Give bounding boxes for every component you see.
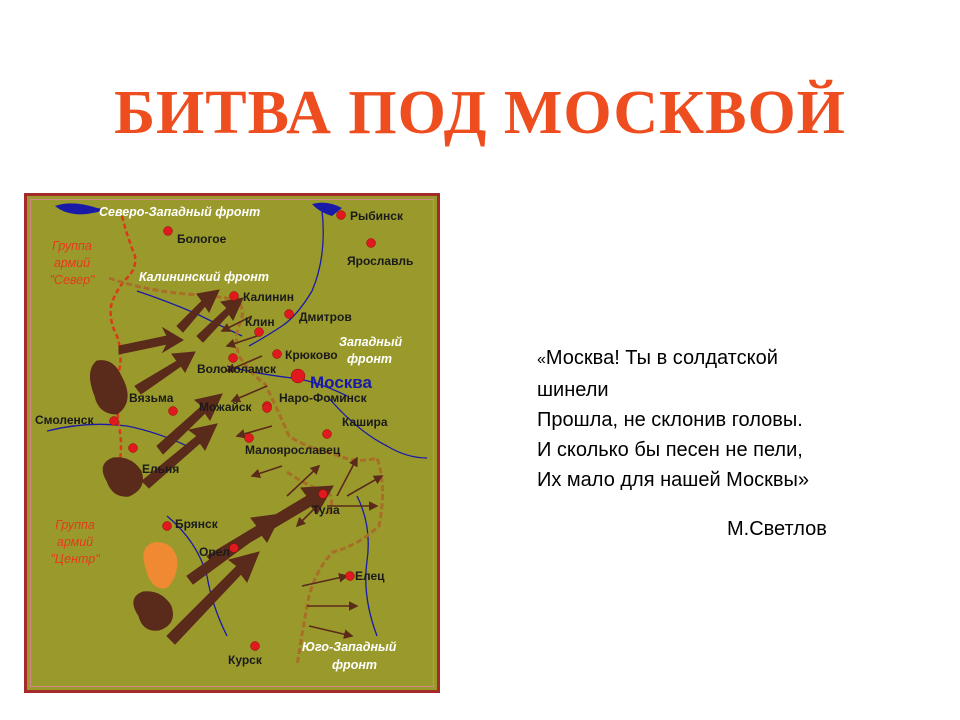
city-marker-dmitrov	[285, 310, 294, 319]
poem-quote	[537, 343, 809, 495]
label-group-north-2: армий	[53, 256, 91, 270]
city-label-elets: Елец	[355, 569, 385, 583]
label-southwest-front-2: фронт	[332, 658, 377, 672]
city-label-moskva: Москва	[310, 373, 372, 392]
label-group-center-2: армий	[56, 535, 94, 549]
city-marker-bologoe	[164, 227, 173, 236]
city-marker-elnya	[129, 444, 138, 453]
german-attack-arrows	[90, 290, 333, 644]
city-marker-kalinin	[230, 292, 239, 301]
city-marker-maloyaroslavets	[245, 434, 254, 443]
slide-title: БИТВА ПОД МОСКВОЙ	[114, 79, 846, 147]
river-don	[357, 496, 377, 636]
city-label-klin: Клин	[245, 315, 275, 329]
label-group-north-1: Группа	[52, 239, 92, 253]
label-group-center-3: "Центр"	[50, 552, 100, 566]
city-label-dmitrov: Дмитров	[299, 310, 352, 324]
city-marker-orel	[230, 544, 239, 553]
city-label-kursk: Курск	[228, 653, 262, 667]
city-label-naro-fominsk: Наро-Фоминск	[279, 391, 367, 405]
quote-line-1	[537, 343, 809, 375]
city-label-maloyaroslavets: Малоярославец	[245, 443, 341, 457]
quote-line-2: шинели	[537, 379, 609, 401]
city-label-orel: Орел	[199, 545, 230, 559]
city-label-bryansk: Брянск	[175, 517, 218, 531]
city-label-volokolamsk: Волоколамск	[197, 362, 277, 376]
city-label-rybinsk: Рыбинск	[350, 209, 403, 223]
city-label-kryukovo: Крюково	[285, 348, 338, 362]
lake-shape	[55, 203, 103, 214]
front-line-red	[111, 216, 136, 466]
quote-line-1-text: Москва! Ты в солдатской	[545, 347, 778, 369]
city-marker-tula	[319, 490, 328, 499]
city-marker-bryansk	[163, 522, 172, 531]
label-group-center-1: Группа	[55, 518, 95, 532]
battle-map	[24, 193, 440, 693]
city-marker-kursk	[251, 642, 260, 651]
city-marker-smolensk	[110, 417, 119, 426]
label-western-front-2: фронт	[347, 352, 392, 366]
city-marker-rybinsk	[337, 211, 346, 220]
label-southwest-front-1: Юго-Западный	[302, 640, 397, 654]
city-marker-elets	[346, 572, 355, 581]
city-label-yaroslavl: Ярославль	[347, 254, 414, 268]
city-marker-kryukovo	[273, 350, 282, 359]
city-label-bologoe: Бологое	[177, 232, 227, 246]
quote-open-mark: «	[537, 351, 546, 368]
city-marker-moskva	[291, 369, 305, 383]
city-label-elnya: Ельня	[142, 462, 180, 476]
city-label-kashira: Кашира	[342, 415, 388, 429]
city-label-kalinin: Калинин	[243, 290, 295, 304]
quote-line-5: Их мало для нашей Москвы»	[537, 469, 810, 491]
city-marker-yaroslavl	[367, 239, 376, 248]
quote-line-4: И сколько бы песен не пели,	[537, 439, 803, 461]
city-label-tula: Тула	[312, 503, 340, 517]
label-western-front-1: Западный	[339, 335, 403, 349]
bryansk-pocket	[143, 542, 177, 589]
city-label-mozhaisk: Можайск	[199, 400, 252, 414]
quote-author: М.Светлов	[727, 518, 827, 540]
quote-line-3: Прошла, не склонив головы.	[537, 409, 803, 431]
city-marker-kashira	[323, 430, 332, 439]
label-northwest-front: Северо-Западный фронт	[99, 205, 261, 219]
city-label-vyazma: Вязьма	[129, 391, 174, 405]
label-kalinin-front: Калининский фронт	[139, 270, 269, 284]
city-label-smolensk: Смоленск	[35, 413, 94, 427]
city-marker-naro-fominsk	[263, 404, 272, 413]
battle-map-svg	[27, 196, 437, 690]
label-group-north-3: "Север"	[49, 273, 95, 287]
city-marker-vyazma	[169, 407, 178, 416]
